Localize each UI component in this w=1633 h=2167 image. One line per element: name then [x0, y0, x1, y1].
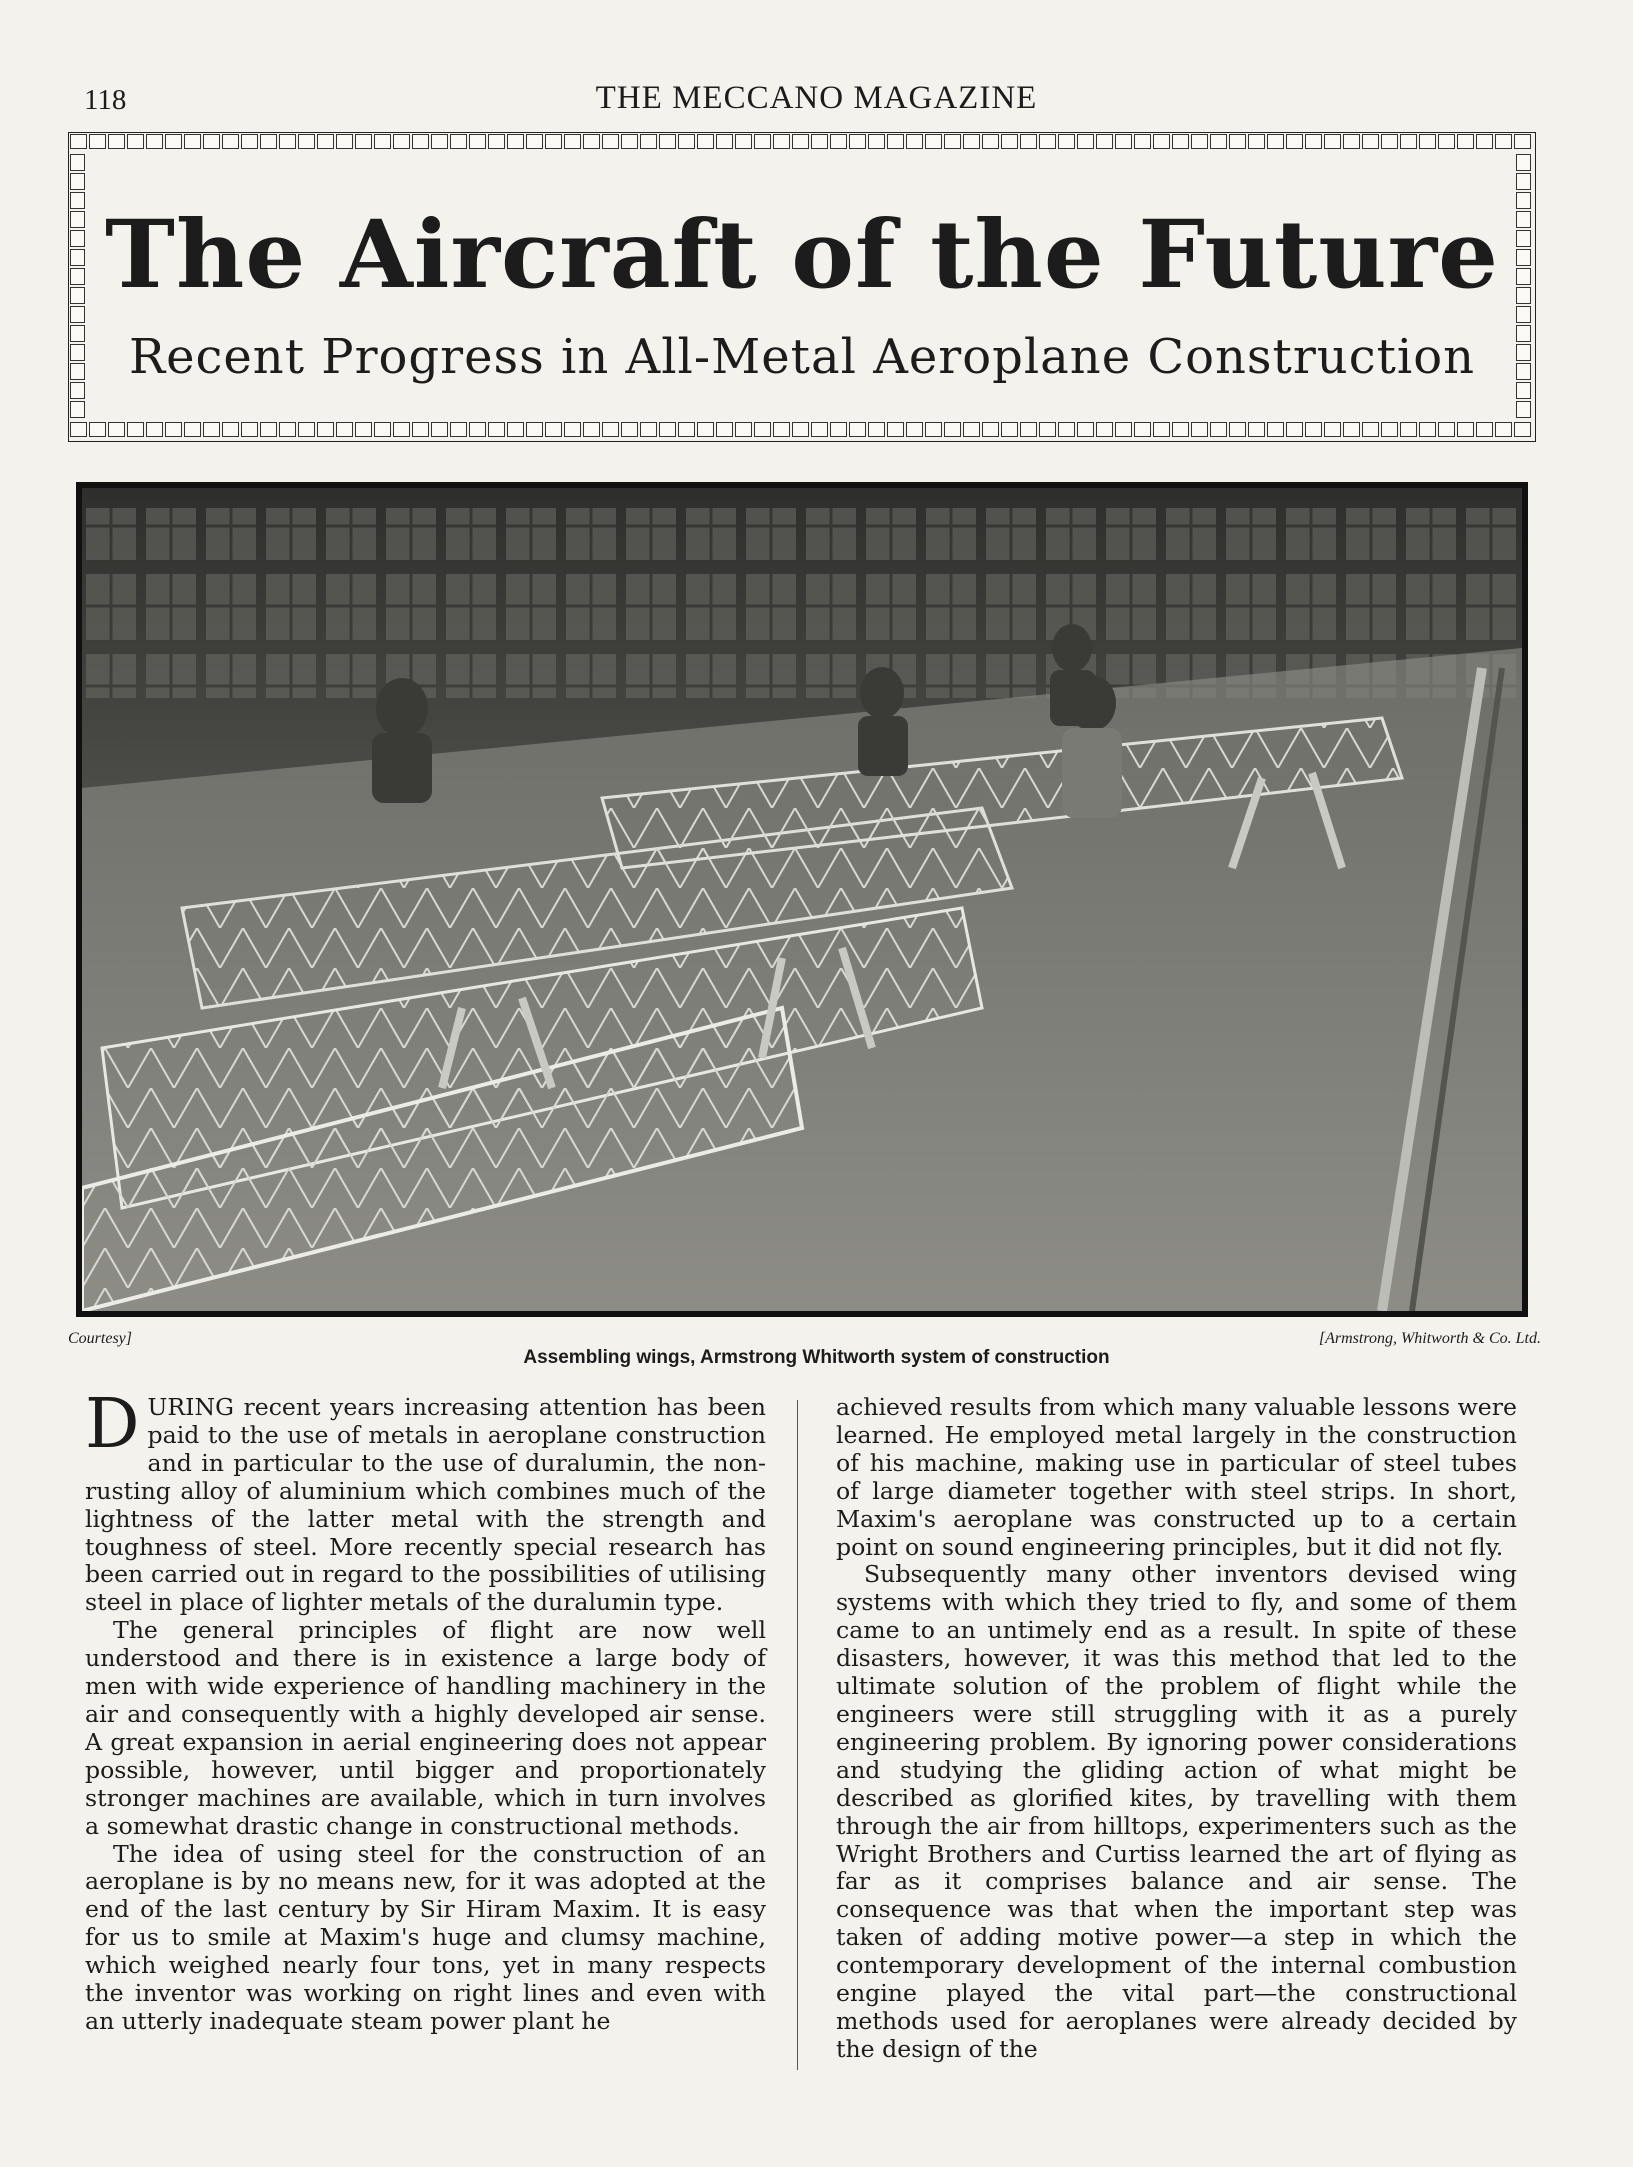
- border-square: [1514, 422, 1531, 437]
- border-square: [678, 134, 695, 149]
- border-square: [298, 422, 315, 437]
- border-square: [374, 134, 391, 149]
- border-square: [1248, 134, 1265, 149]
- border-square: [1457, 134, 1474, 149]
- border-square: [1134, 422, 1151, 437]
- border-square: [70, 306, 85, 323]
- border-square: [583, 422, 600, 437]
- border-square: [1516, 401, 1531, 418]
- border-square: [165, 134, 182, 149]
- border-square: [184, 422, 201, 437]
- border-square: [1516, 173, 1531, 190]
- border-square: [545, 422, 562, 437]
- border-square: [678, 422, 695, 437]
- border-square: [1286, 134, 1303, 149]
- border-square: [526, 134, 543, 149]
- border-square: [1077, 134, 1094, 149]
- border-square: [1516, 154, 1531, 171]
- border-square: [868, 422, 885, 437]
- border-square: [526, 422, 543, 437]
- border-square: [184, 134, 201, 149]
- border-square: [830, 422, 847, 437]
- border-square: [1058, 422, 1075, 437]
- border-square: [1229, 422, 1246, 437]
- border-square: [241, 422, 258, 437]
- border-square: [1267, 422, 1284, 437]
- border-square: [1516, 382, 1531, 399]
- border-square: [469, 134, 486, 149]
- factory-photo-icon: [82, 488, 1522, 1311]
- border-square: [1001, 134, 1018, 149]
- border-square: [659, 422, 676, 437]
- border-square: [336, 134, 353, 149]
- border-square: [1020, 134, 1037, 149]
- paragraph: [85, 1385, 766, 1617]
- border-square: [1229, 134, 1246, 149]
- border-square: [317, 422, 334, 437]
- border-square: [1419, 422, 1436, 437]
- border-square: [450, 422, 467, 437]
- border-square: [944, 422, 961, 437]
- border-square: [507, 422, 524, 437]
- border-square: [1400, 422, 1417, 437]
- border-square: [754, 422, 771, 437]
- border-square: [1362, 134, 1379, 149]
- border-square: [222, 134, 239, 149]
- border-square: [830, 134, 847, 149]
- border-square: [393, 422, 410, 437]
- border-square: [545, 134, 562, 149]
- border-band-top: [69, 133, 1535, 153]
- border-square: [393, 134, 410, 149]
- border-square: [431, 422, 448, 437]
- border-square: [70, 173, 85, 190]
- border-square: [108, 422, 125, 437]
- border-square: [1362, 422, 1379, 437]
- border-square: [1514, 134, 1531, 149]
- border-square: [1115, 422, 1132, 437]
- border-square: [944, 134, 961, 149]
- border-square: [127, 134, 144, 149]
- border-square: [450, 134, 467, 149]
- border-square: [1001, 422, 1018, 437]
- page-number: 118: [84, 84, 127, 116]
- border-square: [355, 134, 372, 149]
- border-square: [1286, 422, 1303, 437]
- border-square: [317, 134, 334, 149]
- border-square: [1516, 192, 1531, 209]
- border-square: [1305, 422, 1322, 437]
- drop-cap: D: [85, 1385, 140, 1464]
- border-square: [564, 134, 581, 149]
- border-square: [89, 134, 106, 149]
- border-square: [811, 134, 828, 149]
- border-square: [89, 422, 106, 437]
- border-square: [1039, 422, 1056, 437]
- border-square: [1210, 422, 1227, 437]
- border-square: [773, 422, 790, 437]
- border-square: [1191, 422, 1208, 437]
- border-square: [697, 134, 714, 149]
- border-square: [1381, 134, 1398, 149]
- border-square: [1324, 422, 1341, 437]
- border-square: [1077, 422, 1094, 437]
- border-square: [336, 422, 353, 437]
- border-square: [279, 134, 296, 149]
- border-square: [621, 422, 638, 437]
- photo-credit-right: [Armstrong, Whitworth & Co. Ltd.: [1318, 1330, 1541, 1347]
- border-square: [488, 134, 505, 149]
- border-square: [1495, 422, 1512, 437]
- border-square: [1419, 134, 1436, 149]
- border-square: [1096, 422, 1113, 437]
- border-square: [1210, 134, 1227, 149]
- border-square: [1248, 422, 1265, 437]
- border-square: [1058, 134, 1075, 149]
- factory-photo: [76, 482, 1528, 1317]
- border-square: [412, 134, 429, 149]
- border-square: [1476, 422, 1493, 437]
- border-square: [963, 422, 980, 437]
- border-square: [203, 422, 220, 437]
- article-subtitle: Recent Progress in All-Metal Aeroplane Construction: [128, 329, 1476, 385]
- border-square: [1343, 134, 1360, 149]
- border-square: [1343, 422, 1360, 437]
- article-title: The Aircraft of the Future: [105, 200, 1499, 310]
- border-square: [488, 422, 505, 437]
- border-square: [792, 134, 809, 149]
- border-square: [640, 422, 657, 437]
- border-square: [811, 422, 828, 437]
- border-square: [583, 134, 600, 149]
- paragraph: The idea of using steel for the construction of an aeroplane is by no means new, for it was adopted at the end of the last century by Sir Hiram Maxim. It is easy for us to smile at Maxim's huge and clumsy machine, which weighed nearly four tons, yet in many respects the inventor was working on right lines and even with an utterly inadequate steam power plant he: [85, 1839, 766, 2035]
- border-square: [127, 422, 144, 437]
- border-square: [1400, 134, 1417, 149]
- border-square: [602, 134, 619, 149]
- border-square: [412, 422, 429, 437]
- paragraph: Subsequently many other inventors devised wing systems with which they tried to fly, and some of them came to an untimely end as a result. In spite of these disasters, however, it was this method that led to the ultimate solution of the problem of flight while the engineers were still struggling with it as a purely engineering problem. By ignoring power considerations and studying the gliding action of what might be described as glorified kites, by travelling with them through the air from hilltops, experimenters such as the Wright Brothers and Curtiss learned the art of flying as far as it comprises balance and air sense. The consequence was that when the important step was taken of adding motive power—a step in which the contemporary development of the internal combustion engine played the vital part—the constructional methods used for aeroplanes were already decided by the design of the: [836, 1560, 1517, 2063]
- border-square: [1267, 134, 1284, 149]
- border-square: [1191, 134, 1208, 149]
- border-square: [982, 134, 999, 149]
- border-square: [887, 422, 904, 437]
- border-square: [1438, 422, 1455, 437]
- border-square: [1172, 134, 1189, 149]
- border-square: [640, 134, 657, 149]
- border-square: [925, 134, 942, 149]
- border-square: [1172, 422, 1189, 437]
- border-square: [1438, 134, 1455, 149]
- title-box: [68, 132, 1536, 442]
- border-square: [887, 134, 904, 149]
- border-square: [1039, 134, 1056, 149]
- border-square: [70, 154, 85, 171]
- border-square: [735, 134, 752, 149]
- photo-credit-left: Courtesy]: [68, 1330, 132, 1347]
- border-square: [868, 134, 885, 149]
- article-column-right: [836, 1394, 1517, 2064]
- border-square: [70, 401, 85, 418]
- border-square: [108, 134, 125, 149]
- border-square: [431, 134, 448, 149]
- border-square: [507, 134, 524, 149]
- border-square: [716, 422, 733, 437]
- border-square: [70, 192, 85, 209]
- border-square: [716, 134, 733, 149]
- border-square: [659, 134, 676, 149]
- border-square: [849, 422, 866, 437]
- border-square: [70, 382, 85, 399]
- border-square: [222, 422, 239, 437]
- border-square: [279, 422, 296, 437]
- border-square: [298, 134, 315, 149]
- column-rule: [797, 1400, 798, 2070]
- border-square: [70, 422, 87, 437]
- border-square: [241, 134, 258, 149]
- border-square: [70, 134, 87, 149]
- border-band-bottom: [69, 421, 1535, 441]
- article-column-left: [85, 1385, 766, 2036]
- border-square: [146, 134, 163, 149]
- paragraph-text: URING recent years increasing attention has been paid to the use of metals in aeroplane construction and in particular to the use of duralumin, the non-rusting alloy of aluminium which combines much of the lightness of the latter metal with the strength and toughness of steel. More recently special research has been carried out in regard to the possibilities of utilising steel in place of lighter metals of the duralumin type.: [85, 1393, 766, 1617]
- border-square: [203, 134, 220, 149]
- border-square: [1153, 422, 1170, 437]
- border-square: [906, 134, 923, 149]
- border-square: [1020, 422, 1037, 437]
- border-square: [1324, 134, 1341, 149]
- border-square: [735, 422, 752, 437]
- border-square: [754, 134, 771, 149]
- border-square: [260, 422, 277, 437]
- border-square: [1115, 134, 1132, 149]
- border-square: [925, 422, 942, 437]
- paragraph: The general principles of flight are now well understood and there is in existence a large body of men with wide experience of handling machinery in the air and consequently with a highly developed air sense. A great expansion in aerial engineering does not appear possible, however, until bigger and proportionately stronger machines are available, which in turn involves a somewhat drastic change in constructional methods.: [85, 1616, 766, 1840]
- border-square: [1305, 134, 1322, 149]
- photo-caption: Assembling wings, Armstrong Whitworth system of construction: [523, 1347, 1110, 1368]
- border-square: [963, 134, 980, 149]
- border-square: [1476, 134, 1493, 149]
- border-square: [1096, 134, 1113, 149]
- border-square: [1134, 134, 1151, 149]
- border-square: [982, 422, 999, 437]
- border-square: [1153, 134, 1170, 149]
- border-square: [602, 422, 619, 437]
- running-head: THE MECCANO MAGAZINE: [595, 80, 1038, 116]
- border-square: [792, 422, 809, 437]
- paragraph: achieved results from which many valuable lessons were learned. He employed metal largely in the construction of his machine, making use in particular of steel tubes of large diameter together with steel strips. In short, Maxim's aeroplane was constructed up to a certain point on sound engineering principles, but it did not fly.: [836, 1393, 1517, 1561]
- border-square: [1516, 306, 1531, 323]
- border-square: [697, 422, 714, 437]
- border-square: [165, 422, 182, 437]
- border-square: [355, 422, 372, 437]
- border-square: [260, 134, 277, 149]
- border-square: [621, 134, 638, 149]
- border-square: [849, 134, 866, 149]
- border-square: [1457, 422, 1474, 437]
- border-square: [1495, 134, 1512, 149]
- border-square: [469, 422, 486, 437]
- border-square: [773, 134, 790, 149]
- border-square: [1381, 422, 1398, 437]
- border-square: [374, 422, 391, 437]
- border-square: [906, 422, 923, 437]
- border-square: [564, 422, 581, 437]
- border-square: [146, 422, 163, 437]
